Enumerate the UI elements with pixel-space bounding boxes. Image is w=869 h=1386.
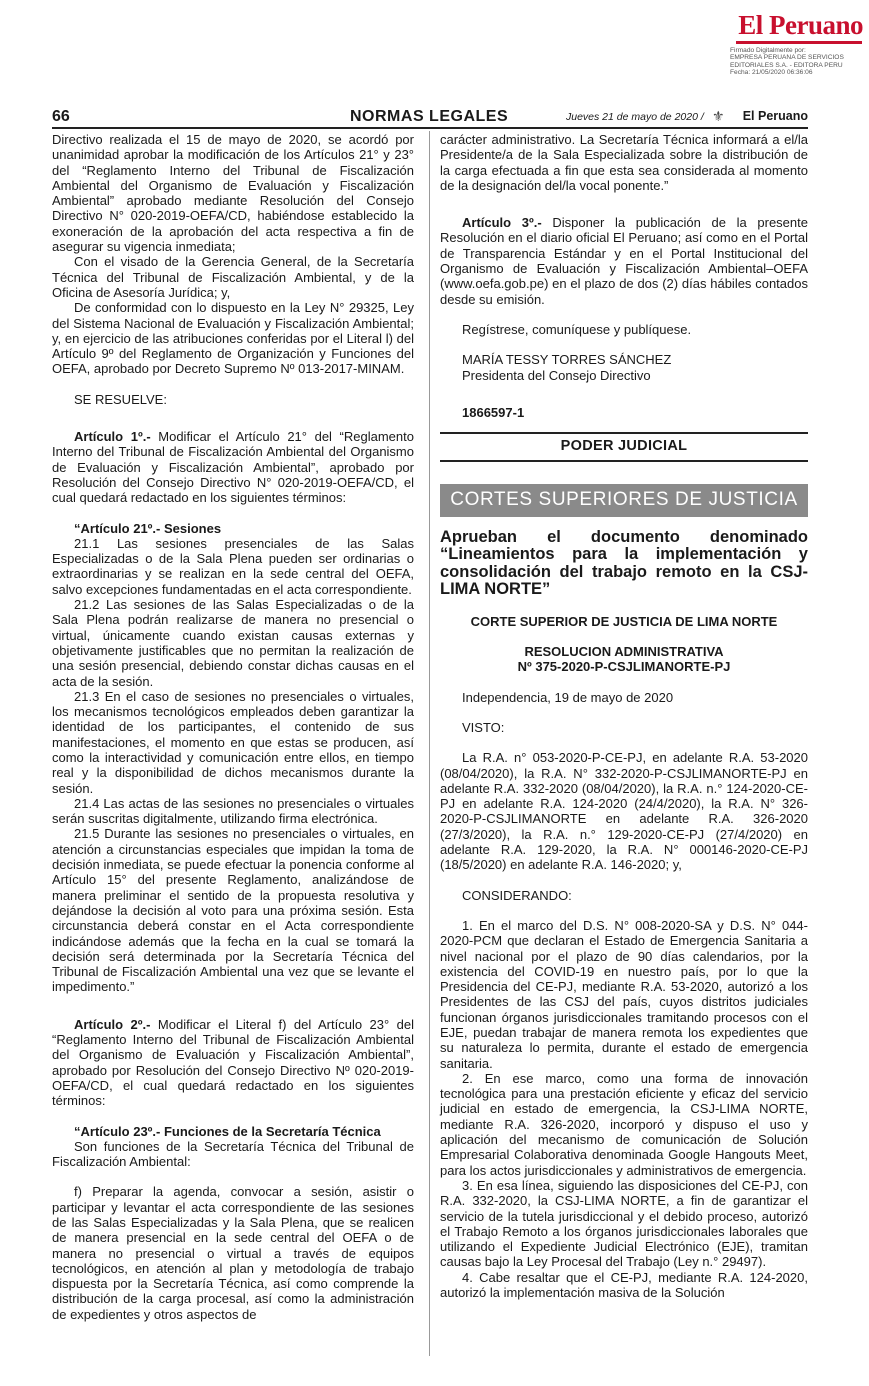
paragraph: 1. En el marco del D.S. N° 008-2020-SA y D.S. N° 044-2020-PCM que declaran el Estado de Emergencia Sanitaria a nivel nacional por el plazo de 90 días calendarios, por la existencia del COVID-19 en nuestro país, por lo que la Presidencia del CE-PJ, mediante R.A. 53-2020, autorizó a los Presidentes de las CSJ del país, cuyos distritos judiciales funcionan órganos jurisdiccionales tramitando procesos con el EJE, puedan trabajar de manera remota los expedientes que su naturaleza lo permita, durante el estado de emergencia sanitaria. bbox=[440, 917, 808, 1071]
paragraph: 4. Cabe resaltar que el CE-PJ, mediante R.A. 124-2020, autorizó la implementación masiva de la Solución bbox=[440, 1269, 808, 1301]
page-number: 66 bbox=[52, 108, 70, 125]
paragraph: 21.5 Durante las sesiones no presenciales o virtuales, en atención a circunstancias especiales que impidan la toma de decisión inmediata, se puede efectuar la ponencia conforme al Artículo 15° del presente Reglamento, analizándose de manera preliminar el sentido de la propuesta resolutiva y dejándose la decisión al voto para una próxima sesión. Esta circunstancia deberá constar en el Acta correspondiente indicándose además que la fecha en la cual se tomará la decisión será determinada por la Secretaría Técnica del Tribunal de Fiscalización Ambiental una vez que se levante el impedimento.” bbox=[52, 826, 414, 995]
article-21-title bbox=[52, 521, 414, 536]
article-title: “Artículo 23º.- Funciones de la Secretaría Técnica bbox=[74, 1123, 381, 1139]
article-text: Disponer la publicación de la presente Resolución en el diario oficial El Peruano; así como en el Portal de Transparencia Estándar y en el Portal Institucional del Organismo de Evaluación y Fiscalización Ambiental–OEFA (www.oefa.gob.pe) en el plazo de dos (2) días hábiles contados desde su emisión. bbox=[440, 215, 808, 307]
el-peruano-logo: El Peruano bbox=[738, 10, 863, 40]
paragraph: De conformidad con lo dispuesto en la Ley N° 29325, Ley del Sistema Nacional de Evaluación y Fiscalización Ambiental; y, en ejercicio de las atribuciones conferidas por el Literal l) del Artículo 9º del Reglamento de Organización y Funciones del OEFA, aprobado por Decreto Supremo Nº 013-2017-MINAM. bbox=[52, 300, 414, 377]
article-3 bbox=[440, 215, 808, 307]
signer-name: MARÍA TESSY TORRES SÁNCHEZ bbox=[462, 352, 672, 368]
paragraph: 3. En esa línea, siguiendo las disposiciones del CE-PJ, con R.A. 332-2020, la CSJ-LIMA NORTE, a fin de garantizar el servicio de la tutela jurisdiccional y el debido proceso, autorizó el Trabajo Remoto a los órganos jurisdiccionales laborales que utilizando el Expediente Judicial Electrónico (EJE), tramitan causas bajo la Ley Procesal del Trabajo (Ley n.° 29497). bbox=[440, 1177, 808, 1270]
logo-underline bbox=[736, 41, 862, 44]
resolution-title: RESOLUCION ADMINISTRATIVA bbox=[524, 644, 724, 660]
header-brand: El Peruano bbox=[742, 109, 808, 123]
se-resuelve: SE RESUELVE: bbox=[74, 391, 167, 407]
paragraph: La R.A. n° 053-2020-P-CE-PJ, en adelante R.A. 53-2020 (08/04/2020), la R.A. N° 332-2020-P-CSJLIMANORTE-PJ en adelante R.A. 332-2020 (08/04/2020), la R.A. n.° 124-2020-CE-PJ en adelante R.A. 124-2020 (24/4/2020), la R.A. N° 326-2020-P-CSJLIMANORTE en adelante R.A. 326-2020 (27/3/2020), la R.A. n.° 129-2020-CE-PJ (27/4/2020) en adelante R.A. 129-2020, la R.A. N° 000146-2020-CE-PJ (18/5/2020) en adelante R.A. 146-2020; y, bbox=[440, 750, 808, 873]
article-1 bbox=[52, 429, 414, 505]
article-label: Artículo 1º.- bbox=[74, 429, 151, 445]
place-date: Independencia, 19 de mayo de 2020 bbox=[462, 689, 674, 705]
paragraph: 21.1 Las sesiones presenciales de las Salas Especializadas o de la Sala Plena pueden ser ordinarias o extraordinarias y se realizan en la sede central del OEFA, salvo excepciones fundamentadas en el acta correspondiente. bbox=[52, 535, 414, 597]
resolution-headline: Aprueban el documento denominado “Lineamientos para la implementación y consolidación del trabajo remoto en la CSJ-LIMA NORTE” bbox=[440, 527, 808, 599]
signature-line: EDITORIALES S.A. - EDITORA PERU bbox=[730, 61, 843, 69]
section-title: NORMAS LEGALES bbox=[350, 108, 509, 125]
document-number bbox=[440, 405, 808, 420]
article-label: Artículo 3º.- bbox=[462, 215, 542, 231]
article-2 bbox=[52, 1017, 414, 1109]
signature-line: EMPRESA PERUANA DE SERVICIOS bbox=[730, 54, 844, 62]
paragraph: 21.4 Las actas de las sesiones no presenciales o virtuales serán suscritas digitalmente, utilizando firma electrónica. bbox=[52, 795, 414, 827]
digital-signature bbox=[730, 47, 865, 77]
article-text: Modificar el Artículo 21° del “Reglamento Interno del Tribunal de Fiscalización Ambiental del Organismo de Evaluación y Fiscalización Ambiental”, aprobado por Resolución del Consejo Directivo N° 020-2019-OEFA/CD, el cual quedará redactado en los siguientes términos: bbox=[52, 429, 414, 506]
signature-line: Fecha: 21/05/2020 06:36:06 bbox=[730, 69, 813, 77]
column-divider bbox=[429, 131, 430, 1356]
paragraph: 21.2 Las sesiones de las Salas Especializadas o de la Sala Plena podrán realizarse de manera no presencial o virtual, únicamente cuando existan causas externas y objetivamente justificables que no permitan la realización de una sesión presencial, debiendo constar dichas causas en el acta de la sesión. bbox=[52, 597, 414, 689]
signer-title: Presidenta del Consejo Directivo bbox=[462, 367, 651, 383]
issue-date: Jueves 21 de mayo de 2020 / bbox=[566, 111, 704, 123]
paragraph: 2. En ese marco, como una forma de innovación tecnológica para una prestación eficiente y eficaz del servicio judicial en estado de emergencia, la CSJ-LIMA NORTE, mediante R.A. 326-2020, incorporó y dispuso el uso y aplicación del mecanismo de comunicación de Solución Empresarial Colaborativa denominada Google Hangouts Meet, para los actos jurisdiccionales y administrativos de emergencia. bbox=[440, 1070, 808, 1178]
visto-heading: VISTO: bbox=[462, 719, 505, 735]
paragraph: carácter administrativo. La Secretaría Técnica informará a el/la Presidente/a de la Sala Especializada sobre la distribución de la carga efectuada a fin que esta sea considerada al momento de la designación del/la vocal ponente.” bbox=[440, 132, 808, 193]
article-text: Modificar el Literal f) del Artículo 23° del “Reglamento Interno del Tribunal de Fiscalización Ambiental del Organismo de Evaluación y Fiscalización Ambiental”, aprobado por Resolución del Consejo Directivo Nº 020-2019-OEFA/CD, el cual quedará redactado en los siguientes términos: bbox=[52, 1016, 414, 1109]
article-title: “Artículo 21º.- Sesiones bbox=[74, 520, 222, 536]
paragraph: Con el visado de la Gerencia General, de la Secretaría Técnica del Tribunal de Fiscalización Ambiental, y de la Oficina de Asesoría Jurídica; y, bbox=[52, 254, 414, 300]
section-band: CORTES SUPERIORES DE JUSTICIA bbox=[440, 484, 808, 516]
paragraph: 21.3 En el caso de sesiones no presenciales o virtuales, los mecanismos tecnológicos empleados deben garantizar la identidad de los participantes, el contenido de sus manifestaciones, el momento en que estas se producen, así como la interactividad y comunicación entre ellos, en tiempo real y la disponibilidad de dichos mecanismos durante la sesión. bbox=[52, 688, 414, 796]
paragraph: Son funciones de la Secretaría Técnica del Tribunal de Fiscalización Ambiental: bbox=[52, 1138, 414, 1170]
paragraph: f) Preparar la agenda, convocar a sesión, asistir o participar y levantar el acta correspondiente de las sesiones de las Salas Especializadas y la Sala Plena, que se realicen de manera presencial en la sede central del OEFA o de manera no presencial o virtual a través de equipos tecnológicos, en atención al plan y metodología de trabajo dispuesta por la Secretaría Técnica, así como comprende la distribución de la carga procesal, así como la administración de expedientes y otros aspectos de bbox=[52, 1184, 414, 1322]
document-number-text: 1866597-1 bbox=[462, 404, 525, 420]
left-column bbox=[52, 132, 414, 1322]
closing-formula: Regístrese, comuníquese y publíquese. bbox=[462, 321, 692, 337]
considerando-heading: CONSIDERANDO: bbox=[462, 887, 572, 903]
crest-icon: ⚜ bbox=[712, 108, 725, 124]
header-rule bbox=[52, 127, 808, 129]
signature-line: Firmado Digitalmente por: bbox=[730, 47, 806, 54]
article-23-title bbox=[52, 1124, 414, 1139]
paragraph: Directivo realizada el 15 de mayo de 2020, se acordó por unanimidad aprobar la modificación de los Artículos 21° y 23° del “Reglamento Interno del Tribunal de Fiscalización Ambiental del Organismo de Evaluación y Fiscalización Ambiental” aprobado mediante Resolución del Consejo Directivo N° 020-2019-OEFA/CD, habiéndose establecido la exoneración de la aprobación del acta respectiva a fin de asegurar su vigencia inmediata; bbox=[52, 132, 414, 255]
section-box-poder-judicial: PODER JUDICIAL bbox=[440, 432, 808, 462]
article-label: Artículo 2º.- bbox=[74, 1016, 151, 1032]
court-name: CORTE SUPERIOR DE JUSTICIA DE LIMA NORTE bbox=[470, 613, 778, 629]
right-column bbox=[440, 132, 808, 1300]
resolution-number: Nº 375-2020-P-CSJLIMANORTE-PJ bbox=[517, 659, 731, 675]
